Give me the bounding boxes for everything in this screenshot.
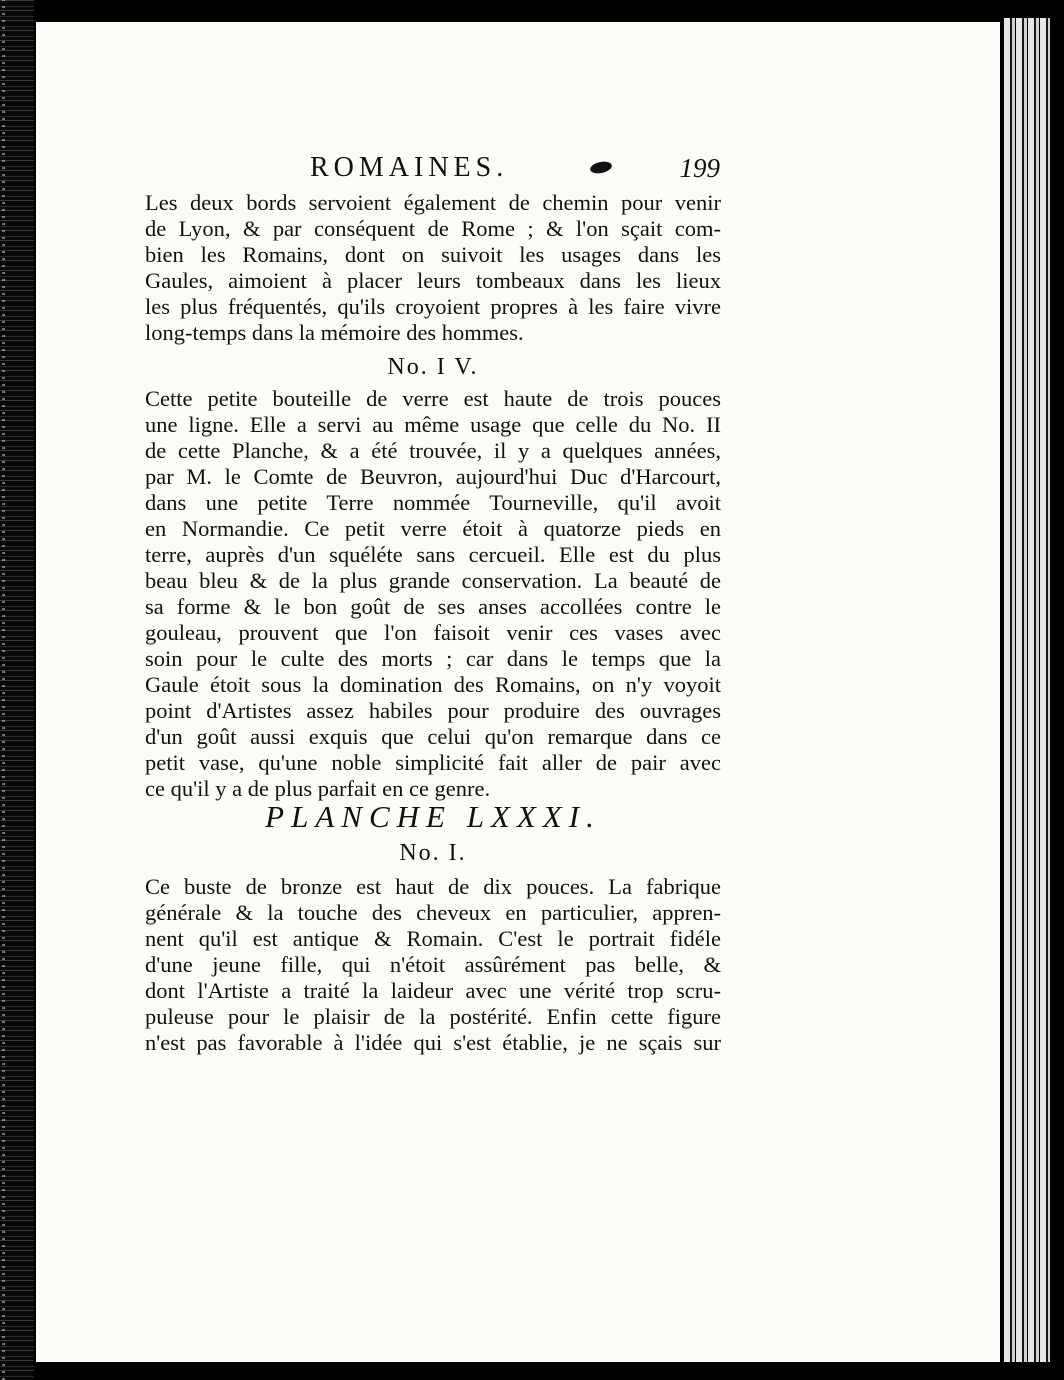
page-header xyxy=(310,150,720,190)
section-heading: No. I. xyxy=(399,840,467,866)
text-line: puleuse pour le plaisir de la postérité. Enfin cette figure xyxy=(145,1004,721,1029)
text-line: générale & la touche des cheveux en particulier, appren- xyxy=(145,900,721,925)
text-line: une ligne. Elle a servi au même usage que celle du No. II xyxy=(145,412,721,437)
text-line: Cette petite bouteille de verre est haute de trois pouces xyxy=(145,386,721,411)
text-line: de cette Planche, & a été trouvée, il y a quelques années, xyxy=(145,438,721,463)
ink-blot xyxy=(589,160,613,175)
text-line: d'une jeune fille, qui n'étoit assûrément pas belle, & xyxy=(145,952,721,977)
running-title: ROMAINES. xyxy=(310,152,509,183)
text-line: petit vase, qu'une noble simplicité fait aller de pair avec xyxy=(145,750,721,775)
text-line: terre, auprès d'un squéléte sans cercueil. Elle est du plus xyxy=(145,542,721,567)
text-line: long-temps dans la mémoire des hommes. xyxy=(145,320,524,345)
text-line: soin pour le culte des morts ; car dans le temps que la xyxy=(145,646,721,671)
text-line: ce qu'il y a de plus parfait en ce genre. xyxy=(145,776,491,801)
text-line: de Lyon, & par conséquent de Rome ; & l'on sçait com- xyxy=(145,216,721,241)
section-heading: No. I V. xyxy=(387,354,479,380)
text-line: par M. le Comte de Beuvron, aujourd'hui Duc d'Harcourt, xyxy=(145,464,721,489)
text-line: d'un goût aussi exquis que celui qu'on remarque dans ce xyxy=(145,724,721,749)
text-line: Ce buste de bronze est haut de dix pouces. La fabrique xyxy=(145,874,721,899)
text-line: sa forme & le bon goût de ses anses accollées contre le xyxy=(145,594,721,619)
page-number: 199 xyxy=(679,153,720,183)
scan-left-edge xyxy=(0,0,34,1380)
text-line: nent qu'il est antique & Romain. C'est le portrait fidéle xyxy=(145,926,721,951)
text-line: les plus fréquentés, qu'ils croyoient propres à les faire vivre xyxy=(145,294,721,319)
text-line: n'est pas favorable à l'idée qui s'est établie, je ne sçais sur xyxy=(145,1030,721,1055)
text-line: en Normandie. Ce petit verre étoit à quatorze pieds en xyxy=(145,516,721,541)
text-line: point d'Artistes assez habiles pour produire des ouvrages xyxy=(145,698,721,723)
text-line: dont l'Artiste a traité la laideur avec une vérité trop scru- xyxy=(145,978,721,1003)
text-line: Gaule étoit sous la domination des Romains, on n'y voyoit xyxy=(145,672,721,697)
text-line: beau bleu & de la plus grande conservation. La beauté de xyxy=(145,568,721,593)
scan-right-edge xyxy=(1004,18,1050,1362)
text-line: dans une petite Terre nommée Tourneville, qu'il avoit xyxy=(145,490,721,515)
text-line: Gaules, aimoient à placer leurs tombeaux dans les lieux xyxy=(145,268,721,293)
text-line: gouleau, prouvent que l'on faisoit venir ces vases avec xyxy=(145,620,721,645)
text-line: Les deux bords servoient également de chemin pour venir xyxy=(145,190,721,215)
plate-title: PLANCHE LXXXI. xyxy=(265,799,601,834)
text-line: bien les Romains, dont on suivoit les usages dans les xyxy=(145,242,721,267)
